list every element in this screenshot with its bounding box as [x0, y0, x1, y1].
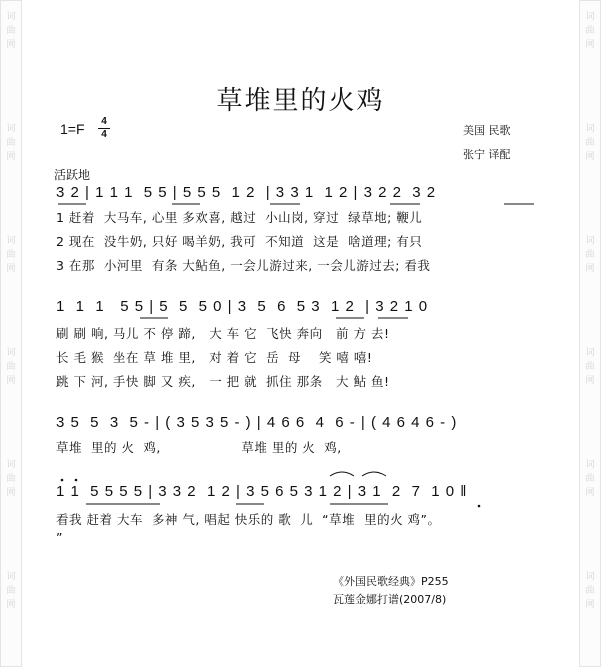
watermark-char: 曲 — [585, 26, 595, 36]
watermark-char: 网 — [6, 264, 16, 274]
notation-line-3: 3 5 5 3 5 - | ( 3 5 3 5 - ) | 4 6 6 4 6 - | ( 4 6 4 6 - ) — [56, 414, 458, 431]
watermark-char: 曲 — [6, 362, 16, 372]
watermark-char: 网 — [6, 376, 16, 386]
origin-credit: 美国 民歌 — [463, 124, 511, 137]
lyric-verse-2-line-2: 长 毛 猴 坐在 草 堆 里, 对 着 它 岳 母 笑 嘻 嘻! — [56, 350, 373, 365]
watermark-char: 网 — [585, 40, 595, 50]
octave-dot — [478, 505, 481, 508]
watermark-char: 网 — [6, 40, 16, 50]
watermark-char: 词 — [585, 236, 595, 246]
lyric-verse-3-line-2: 跳 下 河, 手快 脚 又 疾, 一 把 就 抓住 那条 大 鲇 鱼! — [56, 374, 390, 389]
watermark-char: 网 — [6, 152, 16, 162]
watermark-char: 网 — [6, 600, 16, 610]
octave-dot — [61, 479, 64, 482]
watermark-char: 词 — [6, 12, 16, 22]
slur-mark — [330, 472, 354, 476]
meter-top: 4 — [101, 116, 107, 127]
watermark-char: 词 — [6, 460, 16, 470]
meter-bottom: 4 — [101, 129, 107, 140]
watermark-char: 曲 — [585, 362, 595, 372]
watermark-char: 网 — [585, 600, 595, 610]
notation-line-2: 1 1 1 5 5 | 5 5 5 0 | 3 5 6 5 3 1 2 | 3 2 1 0 — [56, 298, 429, 315]
transcriber-credit: 瓦莲金娜打谱(2007/8) — [333, 593, 447, 606]
watermark-char: 曲 — [585, 586, 595, 596]
watermark-char: 网 — [585, 152, 595, 162]
watermark-char: 曲 — [6, 250, 16, 260]
watermark-char: 词 — [6, 236, 16, 246]
lyric-verse-1-line-1: 1 赶着 大马车, 心里 多欢喜, 越过 小山岗, 穿过 绿草地; 鞭儿 — [56, 210, 423, 225]
slur-mark — [362, 472, 386, 476]
watermark-char: 曲 — [585, 250, 595, 260]
watermark-char: 曲 — [6, 138, 16, 148]
watermark-char: 网 — [585, 488, 595, 498]
tempo-marking: 活跃地 — [54, 168, 91, 182]
watermark-char: 词 — [585, 460, 595, 470]
watermark-char: 曲 — [6, 26, 16, 36]
notation-line-1: 3 2 | 1 1 1 5 5 | 5 5 5 1 2 | 3 3 1 1 2 | 3 2 2 3 2 — [56, 184, 437, 201]
watermark-char: 网 — [585, 376, 595, 386]
watermark-char: 网 — [585, 264, 595, 274]
translator-credit: 张宁 译配 — [463, 148, 511, 161]
watermark-char: 词 — [585, 572, 595, 582]
watermark-char: 词 — [6, 348, 16, 358]
lyric-verse-1-line-2: 刷 刷 响, 马儿 不 停 蹄, 大 车 它 飞快 奔向 前 方 去! — [56, 326, 390, 341]
time-signature — [98, 117, 110, 140]
song-title: 草堆里的火鸡 — [216, 86, 385, 116]
lyric-closing-quote: ” — [56, 530, 63, 545]
octave-dot — [75, 479, 78, 482]
lyric-chorus-line-3: 草堆 里的 火 鸡, 草堆 里的 火 鸡, — [56, 440, 342, 455]
lyric-verse-3-line-1: 3 在那 小河里 有条 大鲇鱼, 一会儿游过来, 一会儿游过去; 看我 — [56, 258, 431, 273]
watermark-char: 网 — [6, 488, 16, 498]
watermark-char: 曲 — [6, 474, 16, 484]
watermark-char: 词 — [585, 348, 595, 358]
lyric-chorus-line-4: 看我 赶着 大车 多神 气, 唱起 快乐的 歌 儿 “草堆 里的火 鸡”。 — [56, 512, 441, 527]
source-credit: 《外国民歌经典》P255 — [333, 575, 449, 588]
watermark-char: 曲 — [585, 474, 595, 484]
watermark-char: 词 — [585, 124, 595, 134]
notation-line-4: 1 1 5 5 5 5 | 3 3 2 1 2 | 3 5 6 5 3 1 2 | 3 1 2 7 1 0 ‖ — [56, 483, 468, 500]
watermark-char: 曲 — [6, 586, 16, 596]
watermark-char: 词 — [6, 124, 16, 134]
watermark-char: 曲 — [585, 138, 595, 148]
watermark-char: 词 — [6, 572, 16, 582]
lyric-verse-2-line-1: 2 现在 没牛奶, 只好 喝羊奶, 我可 不知道 这是 啥道理; 有只 — [56, 234, 423, 249]
watermark-char: 词 — [585, 12, 595, 22]
key-signature: 1=F — [60, 121, 85, 137]
